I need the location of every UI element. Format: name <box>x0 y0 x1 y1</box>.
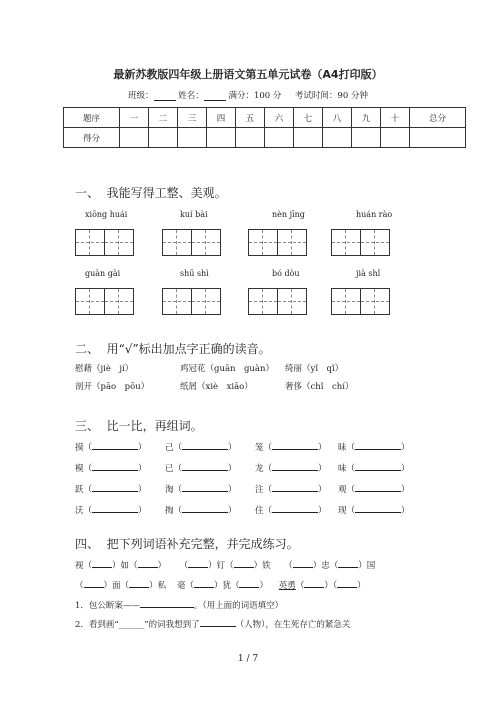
answer-blank[interactable] <box>355 483 401 492</box>
name-blank[interactable] <box>204 91 226 101</box>
pinyin-label: huán rào <box>356 210 393 219</box>
score-cell[interactable] <box>352 128 381 148</box>
idiom-char: 铁 <box>262 561 271 571</box>
section-3-heading <box>75 417 203 434</box>
answer-blank[interactable] <box>355 462 401 471</box>
reading-word: 慰藉 <box>75 364 93 374</box>
compare-char: 观 <box>338 485 347 495</box>
answer-blank[interactable] <box>182 504 228 513</box>
compare-char: 掏 <box>165 506 174 516</box>
compare-char: 昧 <box>338 443 347 453</box>
reading-word: 绮丽 <box>285 364 303 374</box>
answer-blank[interactable] <box>92 483 138 492</box>
score-cell[interactable] <box>207 128 236 148</box>
underlined-word: 英勇 <box>278 581 296 591</box>
reading-options: （ guān guàn ） <box>206 364 274 374</box>
compare-row: 模（ ） <box>75 464 147 474</box>
question-text: 1．包公断案—— <box>75 601 140 611</box>
idiom-char: 钉 <box>216 561 226 571</box>
answer-blank[interactable] <box>337 579 357 588</box>
score-row <box>64 128 466 148</box>
score-cell[interactable] <box>323 128 352 148</box>
header-cell: 题序 <box>64 108 120 128</box>
reading-options: （ jiè jí ） <box>92 364 133 374</box>
writing-grid[interactable] <box>248 288 307 315</box>
pinyin-label: kuí bài <box>180 210 208 219</box>
compare-row: 已（ ） <box>165 464 237 474</box>
answer-blank[interactable] <box>92 441 138 450</box>
writing-grid[interactable] <box>162 229 221 256</box>
idiom-char: 忠 <box>321 561 330 571</box>
compare-row: 注（ ） <box>255 485 327 495</box>
compare-char: 己 <box>165 443 174 453</box>
answer-blank[interactable] <box>272 441 318 450</box>
section-title: 比一比，再组词。 <box>106 419 203 433</box>
reading-item[interactable] <box>180 362 274 374</box>
idiom-char: 如 <box>120 561 130 571</box>
compare-char: 住 <box>255 506 264 516</box>
idiom-char: 视 <box>75 561 84 571</box>
header-cell: 十 <box>381 108 410 128</box>
reading-item[interactable] <box>285 362 343 374</box>
header-cell: 七 <box>294 108 323 128</box>
header-cell: 一 <box>120 108 149 128</box>
answer-blank[interactable] <box>194 579 214 588</box>
idiom-row-1: 视（ ）如（ ） （ ）钉（ ）铁 （ ）忠（ ）国 <box>75 561 376 571</box>
compare-row: 味（ ） <box>338 464 410 474</box>
pinyin-label: jià shǐ <box>356 269 381 278</box>
section-number: 四、 <box>75 537 100 551</box>
reading-item[interactable] <box>75 362 133 374</box>
header-cell: 三 <box>178 108 207 128</box>
question-1 <box>75 599 283 611</box>
score-header-row <box>64 108 466 128</box>
pinyin-label: xiōng huái <box>85 210 128 219</box>
answer-blank[interactable] <box>138 559 158 568</box>
question-text: （人物），在生死存亡的紧急关 <box>235 620 351 630</box>
page-number: 1 / 7 <box>237 654 259 664</box>
answer-blank[interactable] <box>182 483 228 492</box>
answer-blank[interactable] <box>188 559 208 568</box>
answer-blank[interactable] <box>338 559 358 568</box>
compare-char: 笼 <box>255 443 264 453</box>
compare-row: 观（ ） <box>338 485 410 495</box>
answer-blank[interactable] <box>304 579 324 588</box>
compare-row: 淘（ ） <box>165 485 237 495</box>
page-title: 最新苏教版四年级上册语文第五单元试卷（A4打印版） <box>113 68 383 81</box>
score-cell[interactable] <box>236 128 265 148</box>
score-cell[interactable] <box>294 128 323 148</box>
section-title: 我能写得工整、美观。 <box>106 186 227 200</box>
compare-row: 掏（ ） <box>165 506 237 516</box>
score-cell[interactable] <box>265 128 294 148</box>
answer-blank[interactable] <box>92 504 138 513</box>
compare-char: 龙 <box>255 464 264 474</box>
header-cell: 八 <box>323 108 352 128</box>
reading-options: （ chǐ chí ） <box>302 382 353 392</box>
score-cell[interactable] <box>410 128 466 148</box>
section-2-heading <box>75 340 271 357</box>
question-2 <box>75 618 350 630</box>
compare-char: 摸 <box>75 443 84 453</box>
answer-blank[interactable] <box>92 462 138 471</box>
answer-blank[interactable] <box>272 483 318 492</box>
answer-blank[interactable] <box>234 559 254 568</box>
reading-item[interactable] <box>285 380 353 392</box>
idiom-char: 私 <box>157 581 167 591</box>
compare-char: 味 <box>338 464 347 474</box>
idiom-char: 犹 <box>222 581 231 591</box>
answer-blank[interactable] <box>182 462 228 471</box>
writing-grid[interactable] <box>331 229 390 256</box>
header-cell: 二 <box>149 108 178 128</box>
section-4-heading <box>75 535 299 552</box>
compare-char: 已 <box>165 464 174 474</box>
name-label: 姓名： <box>178 91 204 101</box>
answer-blank[interactable] <box>239 579 259 588</box>
answer-blank[interactable] <box>355 441 401 450</box>
header-cell: 六 <box>265 108 294 128</box>
section-number: 三、 <box>75 419 100 433</box>
score-cell[interactable] <box>381 128 410 148</box>
header-cell: 总分 <box>410 108 466 128</box>
compare-row: 龙（ ） <box>255 464 327 474</box>
answer-blank[interactable] <box>355 504 401 513</box>
compare-char: 注 <box>255 485 264 495</box>
compare-row: 沃（ ） <box>75 506 147 516</box>
score-cell[interactable] <box>120 128 149 148</box>
reading-item[interactable] <box>180 380 253 392</box>
compare-char: 模 <box>75 464 84 474</box>
score-cell[interactable] <box>178 128 207 148</box>
reading-item[interactable] <box>75 380 149 392</box>
reading-word: 鸡冠花 <box>180 364 206 374</box>
pinyin-label: guàn gài <box>85 269 121 278</box>
full-score: 满分：100 分 <box>228 91 282 101</box>
score-cell[interactable] <box>149 128 178 148</box>
exam-time: 考试时间：90 分钟 <box>294 91 368 101</box>
header-cell: 四 <box>207 108 236 128</box>
answer-blank[interactable] <box>92 559 112 568</box>
compare-char: 现 <box>338 506 347 516</box>
reading-options: （ xiè xiāo ） <box>197 382 253 392</box>
reading-word: 剖开 <box>75 382 93 392</box>
answer-blank[interactable] <box>129 579 149 588</box>
answer-blank[interactable] <box>200 618 236 627</box>
class-blank[interactable] <box>154 91 176 101</box>
answer-blank[interactable] <box>84 579 104 588</box>
pinyin-label: nèn jīng <box>272 210 305 219</box>
writing-grid[interactable] <box>162 288 221 315</box>
compare-row: 己（ ） <box>165 443 237 453</box>
writing-grid[interactable] <box>75 229 134 256</box>
idiom-char: 面 <box>112 581 121 591</box>
reading-word: 奢侈 <box>285 382 303 392</box>
compare-row: 摸（ ） <box>75 443 147 453</box>
compare-row: 现（ ） <box>338 506 410 516</box>
question-text: 2．看到画“______”的词我想到了 <box>75 620 200 630</box>
compare-row: 昧（ ） <box>338 443 410 453</box>
compare-char: 淘 <box>165 485 174 495</box>
idiom-row-2: （ ）面（ ）私 毫（ ）犹（ ） 英勇（ ）（ ） <box>75 581 366 591</box>
score-row-label: 得分 <box>64 128 120 148</box>
reading-options: （ pāo pōu ） <box>92 382 149 392</box>
answer-blank[interactable] <box>140 599 194 608</box>
section-1-heading <box>75 184 227 201</box>
question-text: 。（用上面的词语填空） <box>193 601 284 611</box>
writing-grid[interactable] <box>248 229 307 256</box>
student-info-line <box>0 89 496 101</box>
writing-grid[interactable] <box>75 288 134 315</box>
section-title: 把下列词语补充完整，并完成练习。 <box>106 537 299 551</box>
compare-char: 跃 <box>75 485 84 495</box>
answer-blank[interactable] <box>272 504 318 513</box>
header-cell: 五 <box>236 108 265 128</box>
writing-grid[interactable] <box>331 288 390 315</box>
compare-row: 笼（ ） <box>255 443 327 453</box>
reading-options: （ yǐ qǐ ） <box>302 364 343 374</box>
compare-row: 住（ ） <box>255 506 327 516</box>
pinyin-label: bó dòu <box>272 269 300 278</box>
section-title: 用“√”标出加点字正确的读音。 <box>106 342 271 356</box>
answer-blank[interactable] <box>272 462 318 471</box>
pinyin-label: shū shì <box>180 269 209 278</box>
reading-word: 纸屑 <box>180 382 198 392</box>
answer-blank[interactable] <box>293 559 313 568</box>
compare-char: 沃 <box>75 506 84 516</box>
header-cell: 九 <box>352 108 381 128</box>
answer-blank[interactable] <box>182 441 228 450</box>
compare-row: 跃（ ） <box>75 485 147 495</box>
section-number: 二、 <box>75 342 100 356</box>
idiom-char: 国 <box>366 561 376 571</box>
idiom-char: 毫 <box>176 581 186 591</box>
section-number: 一、 <box>75 186 100 200</box>
class-label: 班级： <box>128 91 154 101</box>
score-table <box>63 107 466 148</box>
